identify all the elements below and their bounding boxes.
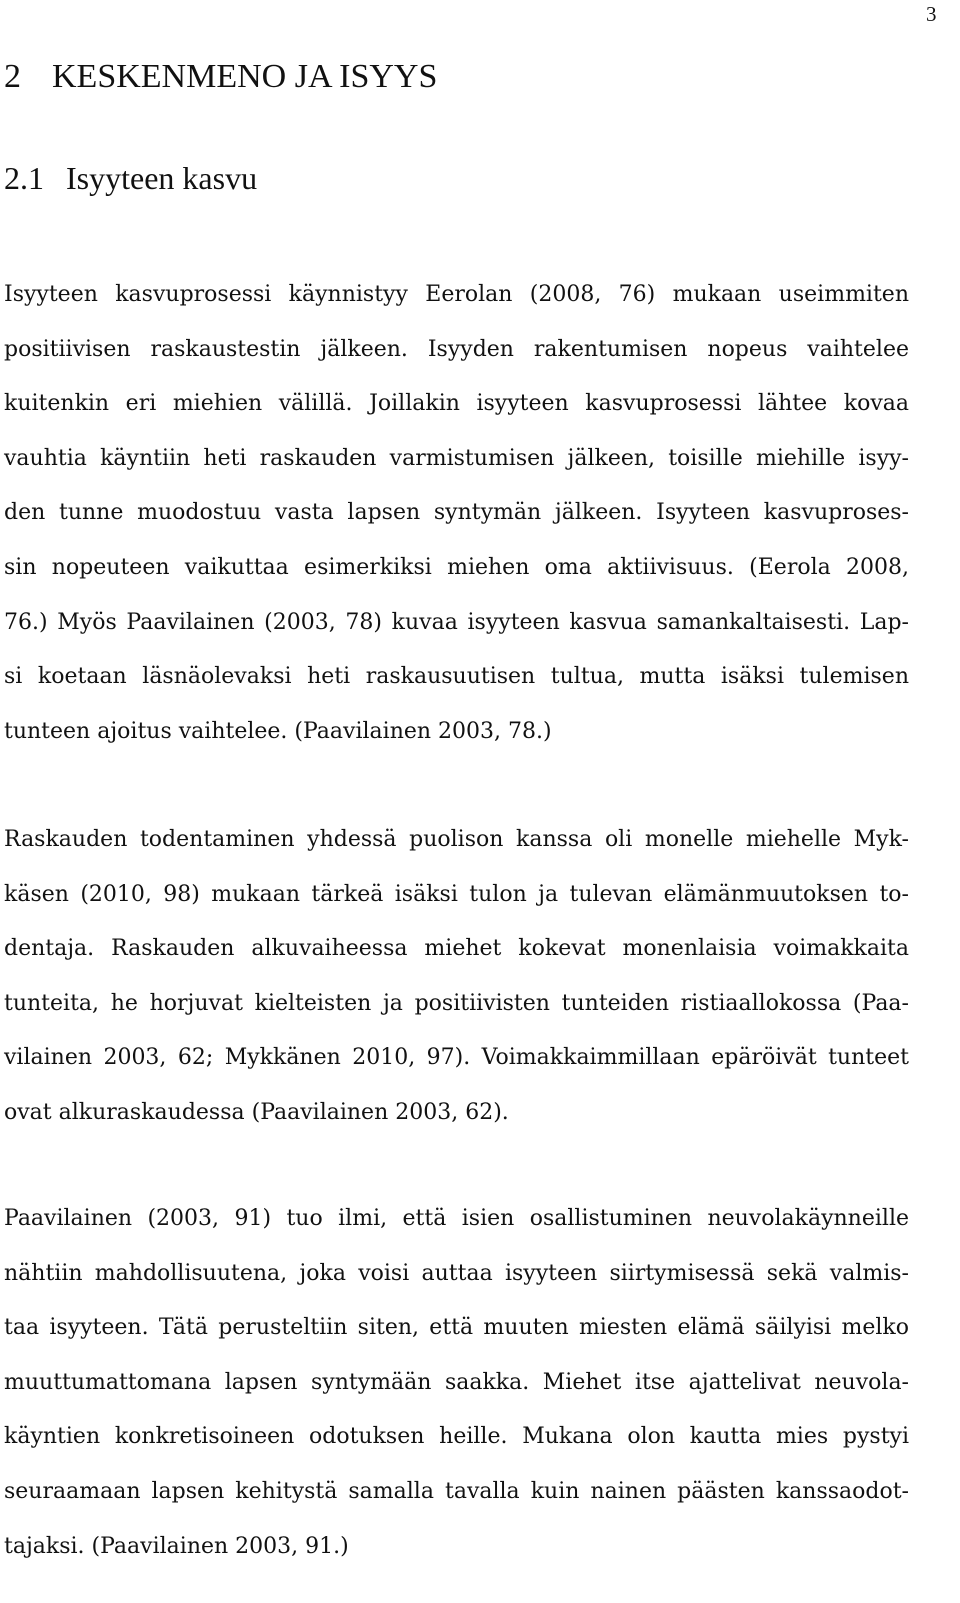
paragraph-line: 76.) Myös Paavilainen (2003, 78) kuvaa isyyteen kasvua samankaltaisesti. Lap- <box>4 609 909 635</box>
section-heading <box>4 160 257 197</box>
paragraph-line: käyntien konkretisoineen odotuksen heille. Mukana olon kautta mies pystyi <box>4 1424 909 1450</box>
page-number: 3 <box>926 2 937 26</box>
paragraph-line: seuraamaan lapsen kehitystä samalla tavalla kuin nainen päästen kanssaodot- <box>4 1478 909 1504</box>
paragraph-line: sin nopeuteen vaikuttaa esimerkiksi miehen oma aktiivisuus. (Eerola 2008, <box>4 554 909 580</box>
paragraph-line: tunteen ajoitus vaihtelee. (Paavilainen 2003, 78.) <box>4 718 552 744</box>
chapter-title: KESKENMENO JA ISYYS <box>52 58 438 95</box>
section-title: Isyyteen kasvu <box>66 160 258 196</box>
paragraph-line: vauhtia käyntiin heti raskauden varmistumisen jälkeen, toisille miehille isyy- <box>4 445 909 471</box>
paragraph-line: muuttumattomana lapsen syntymään saakka. Miehet itse ajattelivat neuvola- <box>4 1369 909 1395</box>
paragraph-line: vilainen 2003, 62; Mykkänen 2010, 97). Voimakkaimmillaan epäröivät tunteet <box>4 1045 909 1071</box>
paragraph-line: dentaja. Raskauden alkuvaiheessa miehet kokevat monenlaisia voimakkaita <box>4 936 909 962</box>
chapter-number: 2 <box>4 58 21 95</box>
paragraph-line: ovat alkuraskaudessa (Paavilainen 2003, 62). <box>4 1099 509 1125</box>
paragraph-line: nähtiin mahdollisuutena, joka voisi auttaa isyyteen siirtymisessä sekä valmis- <box>4 1260 909 1286</box>
paragraph-1 <box>4 268 909 759</box>
paragraph-line: tunteita, he horjuvat kielteisten ja positiivisten tunteiden ristiaallokossa (Paa- <box>4 990 909 1016</box>
paragraph-line: Isyyteen kasvuprosessi käynnistyy Eerolan (2008, 76) mukaan useimmiten <box>4 282 909 307</box>
paragraph-line: tajaksi. (Paavilainen 2003, 91.) <box>4 1533 349 1559</box>
paragraph-line: Raskauden todentaminen yhdessä puolison kanssa oli monelle miehelle Myk- <box>4 827 909 852</box>
paragraph-line: positiivisen raskaustestin jälkeen. Isyyden rakentumisen nopeus vaihtelee <box>4 336 909 362</box>
paragraph-line: käsen (2010, 98) mukaan tärkeä isäksi tulon ja tulevan elämänmuutoksen to- <box>4 881 909 907</box>
paragraph-line: Paavilainen (2003, 91) tuo ilmi, että isien osallistuminen neuvolakäynneille <box>4 1206 909 1231</box>
chapter-heading <box>4 58 437 96</box>
paragraph-line: kuitenkin eri miehien välillä. Joillakin isyyteen kasvuprosessi lähtee kovaa <box>4 391 909 417</box>
paragraph-line: den tunne muodostuu vasta lapsen syntymän jälkeen. Isyyteen kasvuproses- <box>4 500 909 526</box>
paragraph-line: si koetaan läsnäolevaksi heti raskausuutisen tultua, mutta isäksi tulemisen <box>4 664 909 690</box>
section-number: 2.1 <box>4 160 44 196</box>
paragraph-2 <box>4 813 909 1141</box>
paragraph-line: taa isyyteen. Tätä perusteltiin siten, että muuten miesten elämä säilyisi melko <box>4 1315 909 1341</box>
paragraph-3 <box>4 1192 909 1574</box>
